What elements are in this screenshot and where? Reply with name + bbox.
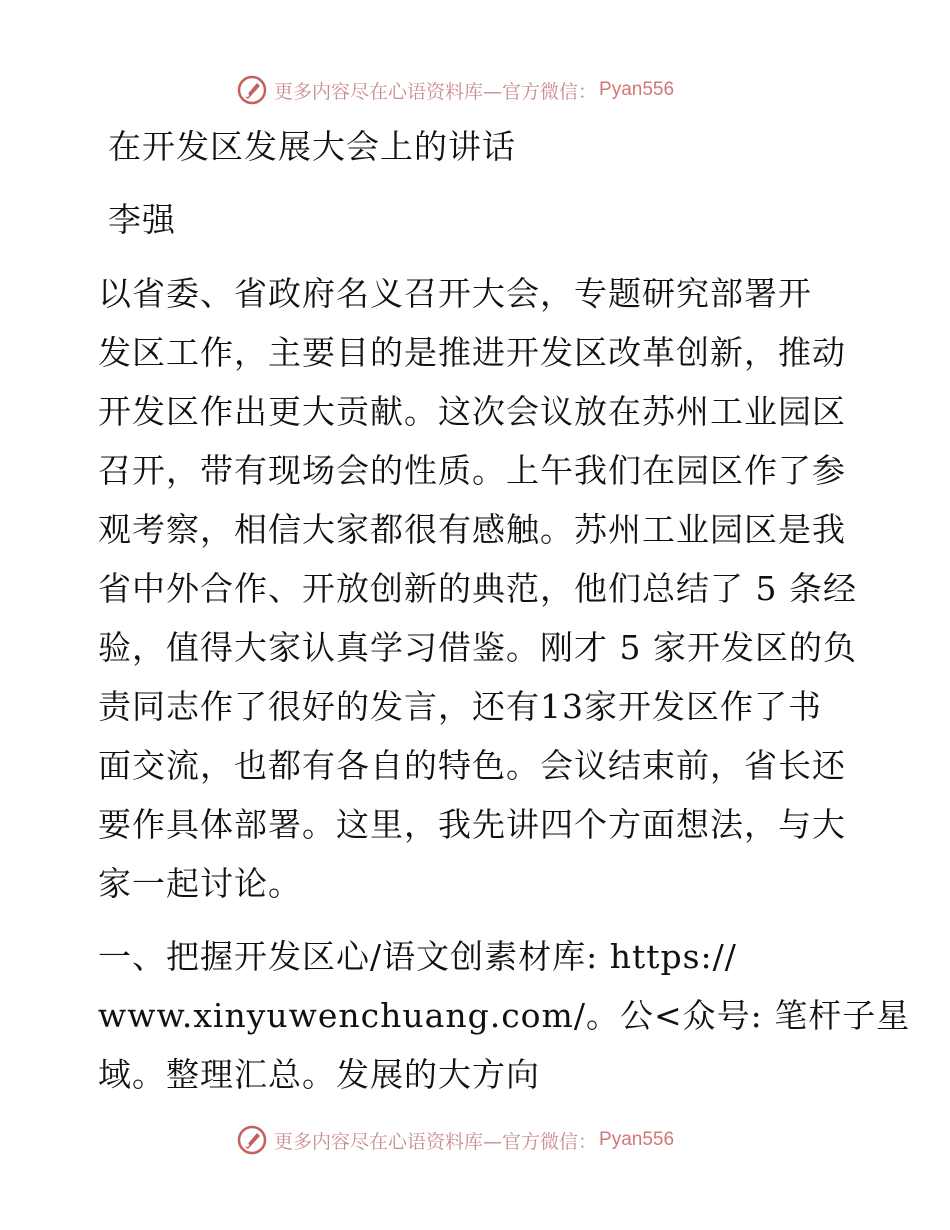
header-watermark	[236, 72, 716, 108]
paragraph-line: 发区工作，主要目的是推进开发区改革创新，推动	[98, 333, 846, 372]
pen-seal-icon	[236, 74, 268, 106]
footer-watermark	[236, 1122, 716, 1158]
paragraph-line: 面交流，也都有各自的特色。会议结束前，省长还	[98, 746, 846, 785]
watermark-text: 更多内容尽在心语资料库—官方微信：	[274, 1130, 598, 1153]
paragraph-line: 域。整理汇总。发展的大方向	[98, 1055, 540, 1094]
paragraph-line: 家一起讨论。	[98, 864, 302, 903]
watermark-wechat-id: Pyan556	[599, 79, 675, 100]
paragraph-line: 要作具体部署。这里，我先讲四个方面想法，与大	[98, 805, 846, 844]
paragraph-line: 以省委、省政府名义召开大会，专题研究部署开	[98, 274, 812, 313]
document-title: 在开发区发展大会上的讲话	[108, 127, 516, 166]
paragraph-line: 责同志作了很好的发言，还有13家开发区作了书	[98, 687, 822, 726]
paragraph-line: www.xinyuwenchuang.com/。公<众号: 笔杆子星	[98, 996, 911, 1035]
paragraph-line: 验，值得大家认真学习借鉴。刚才 5 家开发区的负	[98, 628, 857, 667]
watermark-text: 更多内容尽在心语资料库—官方微信：	[274, 80, 598, 103]
pen-seal-icon	[236, 1124, 268, 1156]
watermark-wechat-id: Pyan556	[599, 1129, 675, 1150]
paragraph-line: 省中外合作、开放创新的典范，他们总结了 5 条经	[98, 569, 857, 608]
paragraph-line: 开发区作出更大贡献。这次会议放在苏州工业园区	[98, 392, 846, 431]
paragraph-line: 一、把握开发区心/语文创素材库: https://	[98, 937, 737, 976]
paragraph-line: 观考察，相信大家都很有感触。苏州工业园区是我	[98, 510, 846, 549]
paragraph-line: 召开，带有现场会的性质。上午我们在园区作了参	[98, 451, 846, 490]
document-author: 李强	[108, 200, 176, 239]
